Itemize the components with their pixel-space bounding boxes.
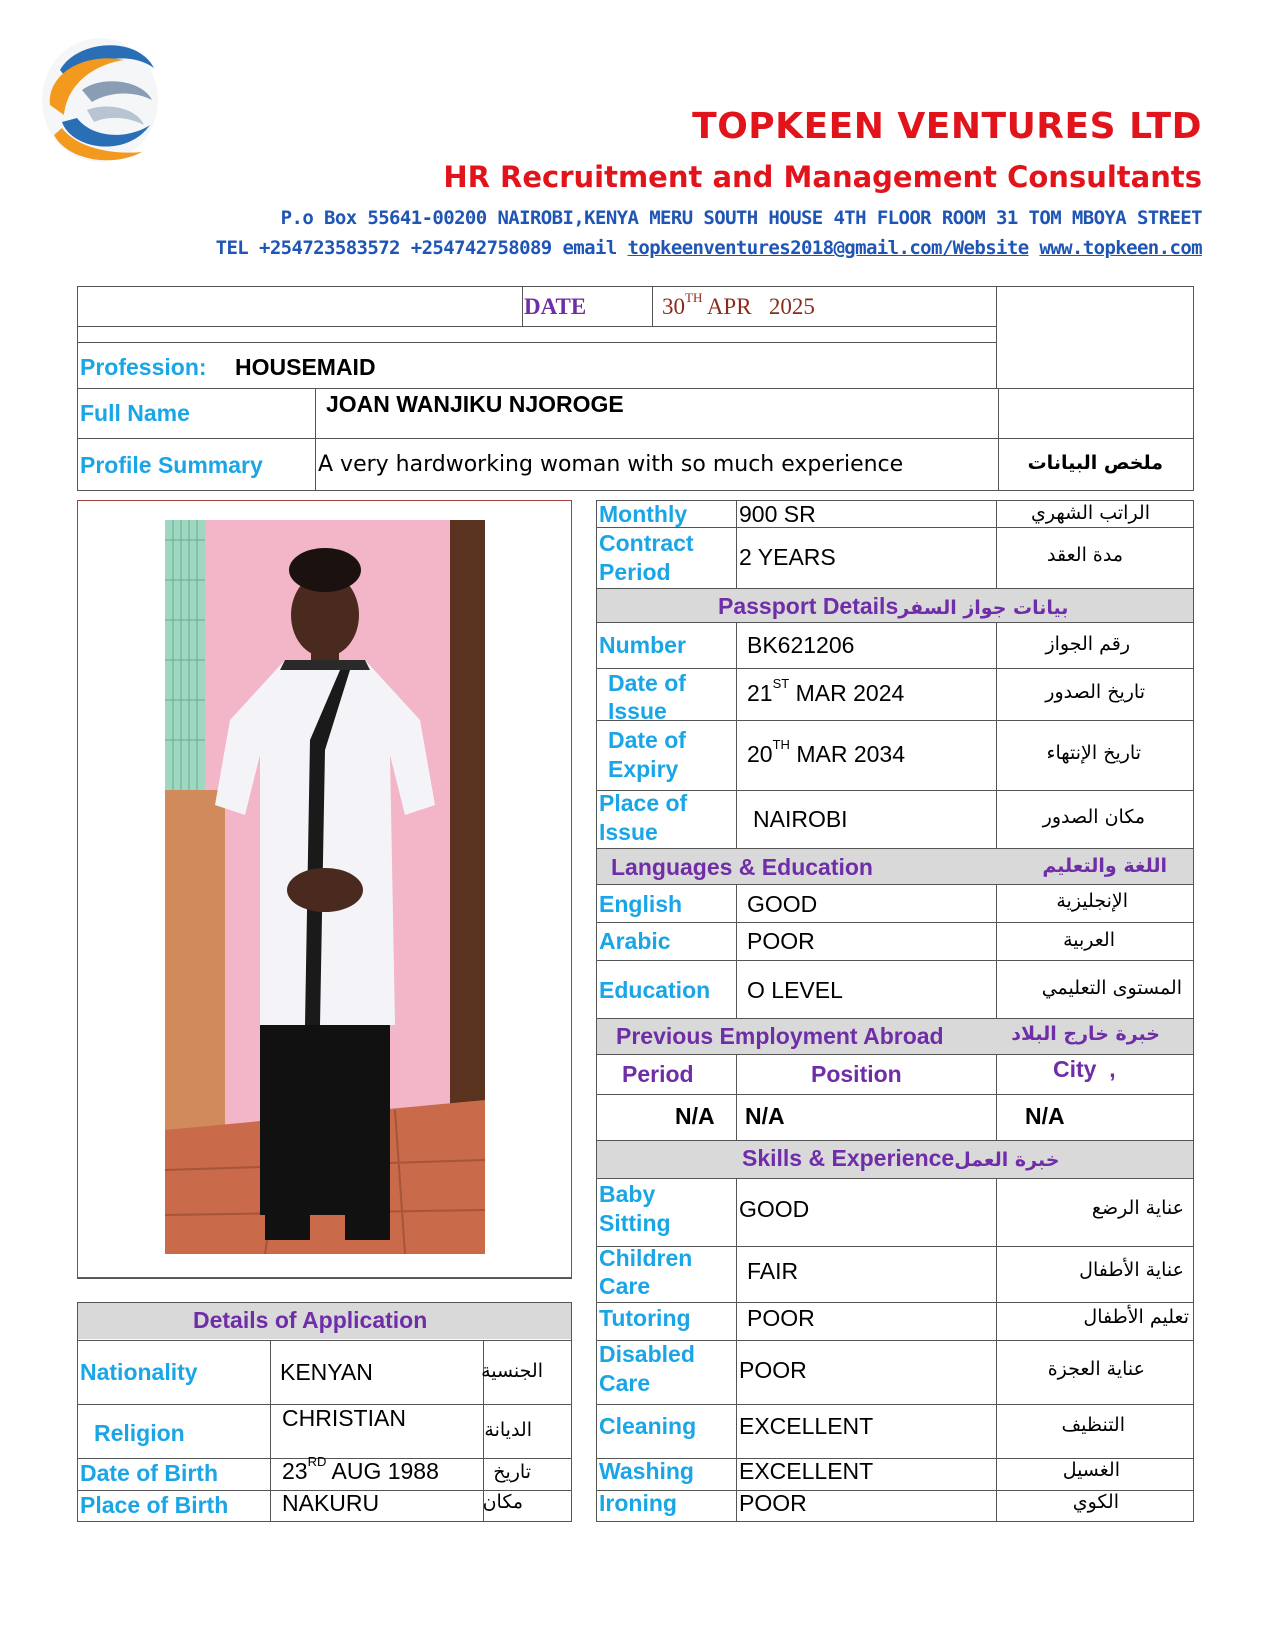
employment-city-value: N/A	[1025, 1103, 1065, 1129]
skill-children-care-value: FAIR	[747, 1258, 799, 1284]
arabic-ar: العربية	[1063, 929, 1115, 951]
issue-place-value: NAIROBI	[753, 806, 848, 832]
skill-tutoring-label: Tutoring	[599, 1305, 691, 1331]
arabic-label: Arabic	[599, 928, 671, 954]
contract-period-label-2: Period	[599, 559, 671, 585]
contract-period-value: 2 YEARS	[739, 544, 836, 570]
pob-label: Place of Birth	[80, 1492, 229, 1518]
nationality-label: Nationality	[80, 1359, 198, 1385]
skill-washing-value: EXCELLENT	[739, 1458, 874, 1484]
skill-washing-ar: الغسيل	[1062, 1459, 1120, 1481]
skill-disabled-care-label-2: Care	[599, 1370, 651, 1396]
arabic-value: POOR	[747, 928, 815, 954]
skill-tutoring-ar: تعليم الأطفال	[1083, 1306, 1189, 1328]
date-value: 30TH APR 2025	[662, 290, 815, 319]
contract-period-label-1: Contract	[599, 530, 694, 556]
education-value: O LEVEL	[747, 977, 843, 1003]
passport-number-ar: رقم الجواز	[1045, 633, 1130, 655]
nationality-value: KENYAN	[280, 1359, 373, 1385]
fullname-label: Full Name	[80, 400, 190, 426]
application-section-title: Details of Application	[193, 1307, 428, 1333]
nationality-ar: الجنسية	[481, 1360, 543, 1382]
skill-washing-label: Washing	[599, 1458, 694, 1484]
contact-phones: TEL +254723583572 +254742758089 email	[215, 237, 628, 259]
skill-baby-sitting-label-1: Baby	[599, 1181, 656, 1207]
expiry-date-ar: تاريخ الإنتهاء	[1046, 742, 1141, 764]
dob-value: 23RD AUG 1988	[282, 1454, 439, 1484]
issue-place-label-2: Issue	[599, 819, 658, 845]
summary-ar: ملخص البيانات	[1027, 452, 1163, 474]
employment-period-value: N/A	[675, 1103, 715, 1129]
skill-ironing-label: Ironing	[599, 1490, 677, 1516]
skill-baby-sitting-ar: عناية الرضع	[1091, 1197, 1184, 1219]
education-label: Education	[599, 977, 711, 1003]
pob-ar: مكان	[482, 1491, 523, 1513]
fullname-value: JOAN WANJIKU NJOROGE	[326, 391, 624, 417]
company-name: TOPKEEN VENTURES LTD	[692, 106, 1202, 147]
globe-logo-icon	[32, 30, 167, 168]
employment-col-period: Period	[622, 1061, 694, 1087]
skill-tutoring-value: POOR	[747, 1305, 815, 1331]
skill-disabled-care-ar: عناية العجزة	[1047, 1358, 1145, 1380]
summary-value: A very hardworking woman with so much experience	[318, 452, 904, 477]
english-value: GOOD	[747, 891, 818, 917]
contract-period-ar: مدة العقد	[1047, 544, 1123, 566]
issue-place-ar: مكان الصدور	[1042, 806, 1145, 828]
email-link[interactable]: topkeenventures2018@gmail.com/Website	[627, 237, 1029, 259]
company-tagline: HR Recruitment and Management Consultants	[443, 160, 1202, 194]
issue-date-label-1: Date of	[608, 670, 686, 696]
pob-value: NAKURU	[282, 1490, 380, 1516]
passport-number-label: Number	[599, 632, 686, 658]
profession-value: HOUSEMAID	[235, 354, 376, 380]
skill-children-care-label-1: Children	[599, 1245, 693, 1271]
issue-date-value: 21ST MAR 2024	[747, 676, 905, 706]
company-contact	[216, 237, 1202, 259]
skill-cleaning-label: Cleaning	[599, 1413, 697, 1439]
religion-ar: الديانة	[484, 1419, 532, 1441]
skill-ironing-ar: الكوي	[1072, 1491, 1119, 1513]
employment-col-position: Position	[811, 1061, 902, 1087]
date-label: DATE	[524, 294, 587, 319]
english-label: English	[599, 891, 683, 917]
issue-place-label-1: Place of	[599, 790, 688, 816]
skills-section-title: Skills & Experienceخبرة العمل	[742, 1145, 1060, 1171]
employment-section-ar: خبرة خارج البلاد	[1011, 1023, 1160, 1045]
religion-value: CHRISTIAN	[282, 1405, 406, 1431]
monthly-value: 900 SR	[739, 501, 816, 527]
expiry-date-value: 20TH MAR 2034	[747, 737, 905, 767]
candidate-photo-icon	[165, 520, 485, 1254]
skill-cleaning-value: EXCELLENT	[739, 1413, 874, 1439]
expiry-date-label-1: Date of	[608, 727, 686, 753]
company-address: P.o Box 55641-00200 NAIROBI,KENYA MERU SOUTH HOUSE 4TH FLOOR ROOM 31 TOM MBOYA STREET	[280, 207, 1202, 229]
skill-baby-sitting-value: GOOD	[739, 1196, 810, 1222]
issue-date-ar: تاريخ الصدور	[1045, 681, 1145, 703]
monthly-label: Monthly	[599, 501, 688, 527]
languages-section-ar: اللغة والتعليم	[1042, 855, 1167, 877]
monthly-ar: الراتب الشهري	[1031, 502, 1150, 524]
summary-label: Profile Summary	[80, 452, 263, 478]
expiry-date-label-2: Expiry	[608, 756, 679, 782]
dob-ar: تاريخ	[493, 1461, 531, 1483]
dob-label: Date of Birth	[80, 1460, 218, 1486]
languages-section-title: Languages & Education	[611, 854, 873, 880]
passport-section-title: Passport Detailsبيانات جواز السفر	[718, 593, 1069, 619]
skill-ironing-value: POOR	[739, 1490, 807, 1516]
skill-disabled-care-label-1: Disabled	[599, 1341, 695, 1367]
skill-baby-sitting-label-2: Sitting	[599, 1210, 671, 1236]
employment-col-city: City ,	[1053, 1056, 1116, 1082]
profession-label: Profession:	[80, 354, 207, 380]
religion-label: Religion	[94, 1420, 185, 1446]
skill-children-care-label-2: Care	[599, 1273, 651, 1299]
employment-position-value: N/A	[745, 1103, 785, 1129]
skill-children-care-ar: عناية الأطفال	[1079, 1259, 1184, 1281]
passport-number-value: BK621206	[747, 632, 855, 658]
skill-disabled-care-value: POOR	[739, 1357, 807, 1383]
website-link[interactable]: www.topkeen.com	[1039, 237, 1202, 259]
education-ar: المستوى التعليمي	[1041, 977, 1182, 999]
english-ar: الإنجليزية	[1056, 890, 1128, 912]
employment-section-title: Previous Employment Abroad	[616, 1023, 944, 1049]
issue-date-label-2: Issue	[608, 698, 667, 724]
skill-cleaning-ar: التنظيف	[1061, 1414, 1125, 1436]
